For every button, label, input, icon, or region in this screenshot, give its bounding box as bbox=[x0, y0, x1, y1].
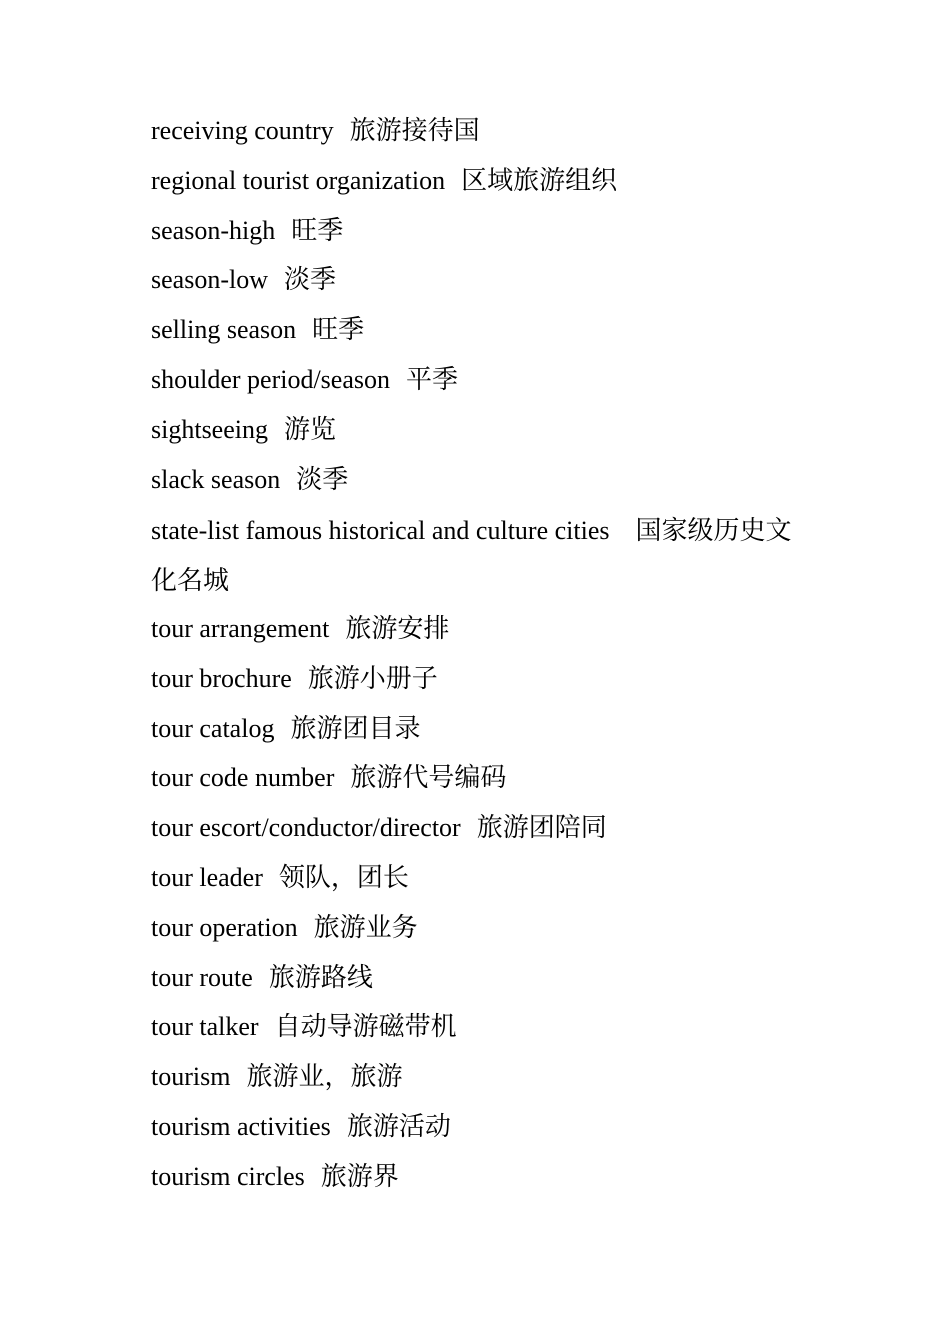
entry-translation: 区域旅游组织 bbox=[461, 165, 618, 195]
entry-translation: 淡季 bbox=[296, 464, 349, 494]
glossary-entry bbox=[151, 656, 811, 706]
entry-translation: 领队，团长 bbox=[278, 862, 409, 892]
glossary-entry bbox=[151, 905, 811, 955]
glossary-entry bbox=[151, 1154, 811, 1204]
entry-translation: 平季 bbox=[406, 364, 459, 394]
entry-translation: 自动导游磁带机 bbox=[274, 1012, 457, 1042]
entry-translation: 国家级历史文化名城 bbox=[151, 516, 792, 596]
entry-translation: 旅游活动 bbox=[346, 1111, 451, 1141]
entry-term: tour talker bbox=[151, 1012, 259, 1042]
entry-term: tourism circles bbox=[151, 1161, 305, 1191]
entry-term: tour catalog bbox=[151, 713, 275, 743]
glossary-entry bbox=[151, 357, 811, 407]
entry-term: tour leader bbox=[151, 862, 263, 892]
entry-term: tour code number bbox=[151, 763, 335, 793]
entry-translation: 旅游业，旅游 bbox=[246, 1062, 403, 1092]
glossary-entry bbox=[151, 1004, 811, 1054]
glossary-list bbox=[151, 108, 811, 1204]
entry-translation: 旅游团陪同 bbox=[476, 813, 607, 843]
glossary-entry bbox=[151, 257, 811, 307]
entry-term: tour arrangement bbox=[151, 613, 330, 643]
entry-translation: 旅游代号编码 bbox=[350, 763, 507, 793]
entry-translation: 游览 bbox=[284, 414, 337, 444]
entry-term: regional tourist organization bbox=[151, 165, 446, 195]
entry-translation: 旅游路线 bbox=[268, 962, 373, 992]
glossary-entry bbox=[151, 158, 811, 208]
glossary-entry bbox=[151, 855, 811, 905]
glossary-entry bbox=[151, 506, 811, 606]
glossary-entry bbox=[151, 805, 811, 855]
entry-term: season-low bbox=[151, 265, 268, 295]
entry-term: season-high bbox=[151, 215, 276, 245]
entry-translation: 旅游界 bbox=[320, 1161, 399, 1191]
glossary-entry bbox=[151, 606, 811, 656]
glossary-entry bbox=[151, 1104, 811, 1154]
entry-term: tour operation bbox=[151, 912, 298, 942]
entry-term: selling season bbox=[151, 315, 297, 345]
glossary-entry bbox=[151, 307, 811, 357]
entry-term: state-list famous historical and culture cities bbox=[151, 516, 610, 546]
entry-term: receiving country bbox=[151, 116, 334, 145]
glossary-entry bbox=[151, 108, 811, 158]
entry-term: tour escort/conductor/director bbox=[151, 813, 461, 843]
entry-translation: 旺季 bbox=[291, 215, 344, 245]
glossary-entry bbox=[151, 407, 811, 457]
entry-term: tourism activities bbox=[151, 1111, 331, 1141]
entry-translation: 旅游团目录 bbox=[290, 713, 421, 743]
entry-translation: 旅游安排 bbox=[345, 613, 450, 643]
entry-term: sightseeing bbox=[151, 414, 268, 444]
entry-translation: 淡季 bbox=[283, 265, 336, 295]
glossary-entry bbox=[151, 457, 811, 507]
entry-term: tourism bbox=[151, 1062, 231, 1092]
glossary-entry bbox=[151, 208, 811, 258]
entry-translation: 旅游接待国 bbox=[349, 116, 480, 145]
entry-term: shoulder period/season bbox=[151, 364, 391, 394]
glossary-entry bbox=[151, 755, 811, 805]
entry-translation: 旺季 bbox=[312, 315, 365, 345]
entry-term: tour brochure bbox=[151, 663, 292, 693]
glossary-entry bbox=[151, 706, 811, 756]
entry-term: tour route bbox=[151, 962, 253, 992]
entry-translation: 旅游业务 bbox=[313, 912, 418, 942]
glossary-entry bbox=[151, 955, 811, 1005]
entry-term: slack season bbox=[151, 464, 281, 494]
glossary-entry bbox=[151, 1054, 811, 1104]
entry-translation: 旅游小册子 bbox=[307, 663, 438, 693]
